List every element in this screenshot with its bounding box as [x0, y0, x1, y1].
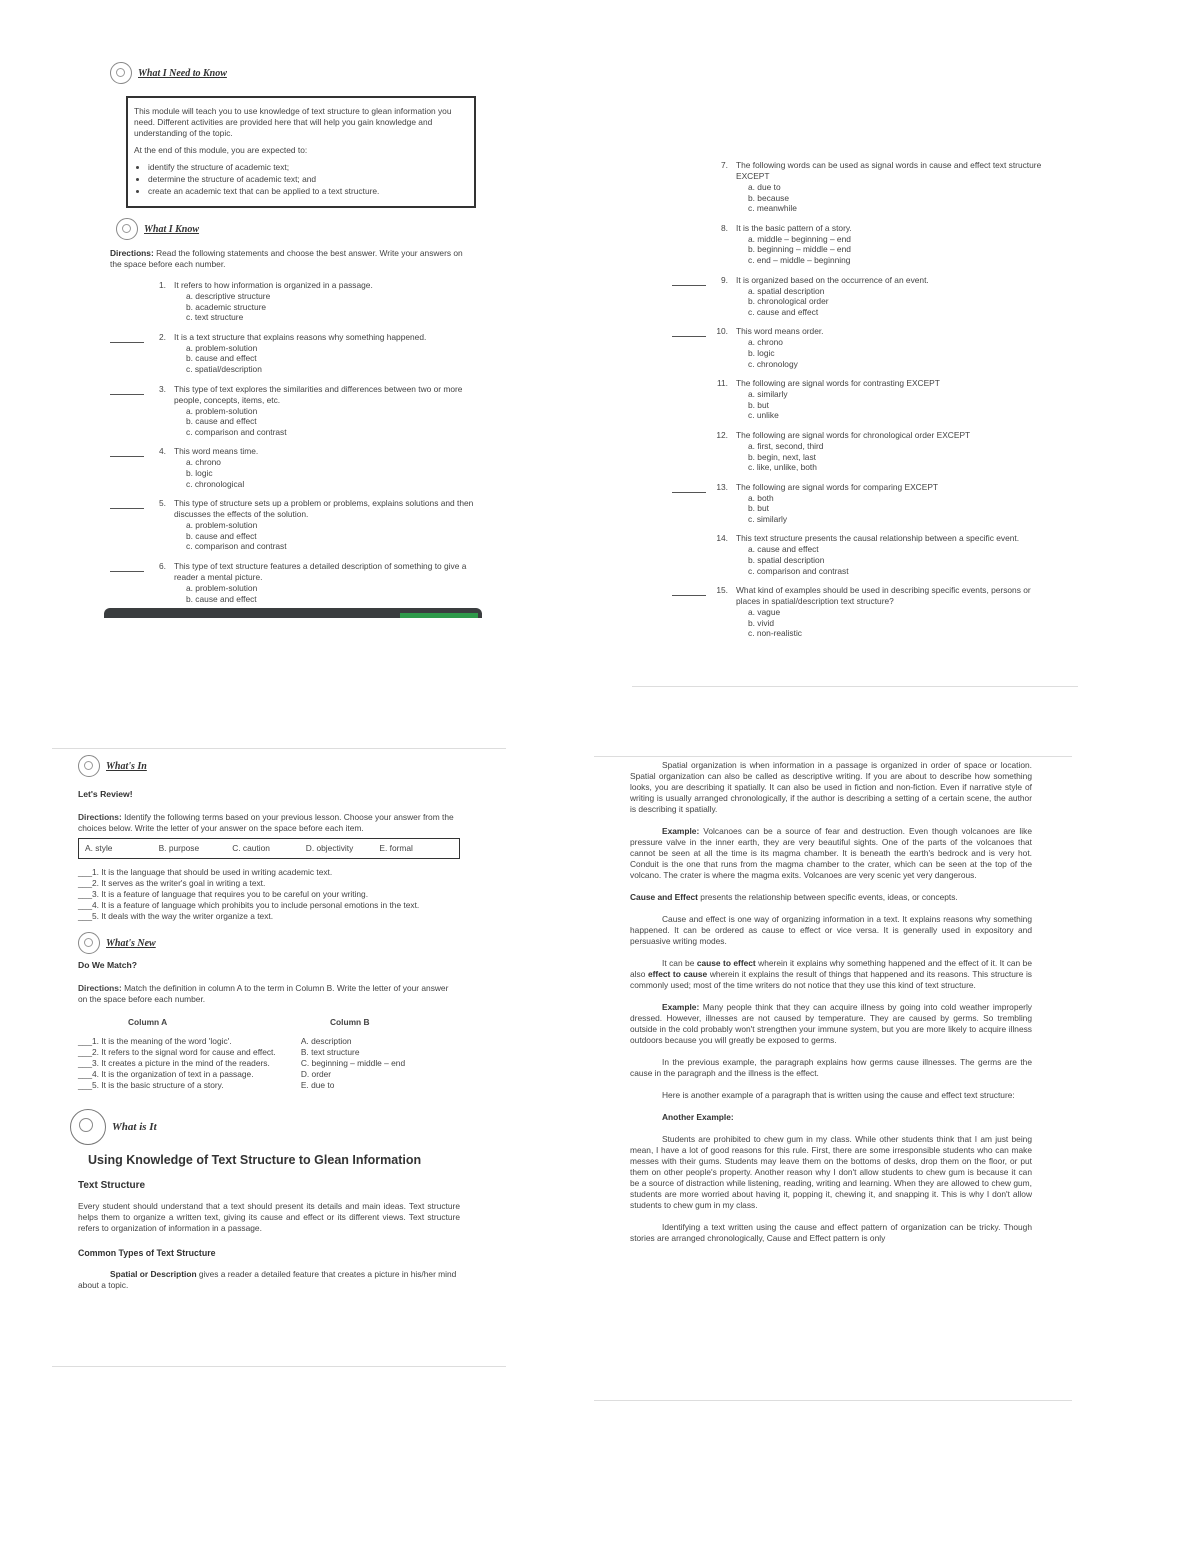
answer-blank[interactable]	[672, 482, 706, 493]
question-item	[672, 585, 1044, 639]
answer-spacer	[672, 533, 710, 576]
directions	[78, 812, 460, 834]
text-structure-body: Every student should understand that a text should present its details and main ideas. Text structure helps them to organize a written text, giving its cause and effect or its different views. Text structure refers to organization of information in a passage.	[78, 1201, 460, 1233]
answer-option: a. middle – beginning – end	[748, 233, 851, 244]
question-number: 13.	[716, 481, 728, 492]
gum-paragraph: Students are prohibited to chew gum in my class. While other students think that I am just being mean, I have a lot of good reasons for this rule. First, there are some irresponsible students who can make messes with their gums. Students may leave them on the bottoms of desks, drop them on the floor, or put them on other people's property. Another reason why I don't allow students to chew gum is because it can be a source of distraction while listening, reading, writing and learning. When they are allowed to chew gum, students are more worried about having it, popping it, chewing it, and snapping it. This is why I don't allow students to chew gum in my class.	[630, 1134, 1032, 1210]
answer-option: a. chrono	[748, 337, 783, 348]
objectives-list	[134, 162, 468, 197]
page-what-i-know-continued	[672, 160, 1044, 648]
magnifier-icon	[110, 62, 132, 84]
question-number: 15.	[716, 585, 728, 596]
answer-option: c. text structure	[186, 312, 244, 323]
directions-label: Directions:	[78, 812, 122, 822]
answer-option: b. cause and effect	[186, 530, 257, 541]
answer-spacer	[672, 430, 710, 473]
question-body	[736, 430, 1044, 473]
example-label: Example:	[662, 1002, 700, 1012]
question-item	[672, 378, 1044, 421]
question-text: The following words can be used as signal words in cause and effect text structure EXCEPT	[736, 160, 1042, 181]
answer-option: b. cause and effect	[186, 353, 257, 364]
directions	[78, 983, 460, 1005]
answer-blank[interactable]	[672, 326, 706, 337]
question-body	[736, 378, 1044, 421]
magnifier-icon	[70, 1109, 106, 1145]
question-body	[736, 326, 1044, 369]
answer-option: c. spatial/description	[186, 363, 262, 374]
section-header-what-is-it	[70, 1109, 460, 1145]
question-number: 14.	[716, 533, 728, 544]
objective-item: • create an academic text that can be applied to a text structure.	[148, 186, 468, 197]
column-b-label: Column B	[330, 1017, 370, 1027]
term-label: Spatial or Description	[110, 1269, 197, 1279]
header-text: What I Know	[144, 223, 200, 235]
answer-option: c. chronology	[748, 358, 798, 369]
page-divider	[632, 686, 1078, 687]
question-number: 8.	[721, 222, 728, 233]
answer-option: a. similarly	[748, 389, 788, 400]
question-number: 4.	[159, 446, 166, 457]
header-text: What I Need to Know	[138, 67, 227, 79]
answer-option: a. spatial description	[748, 285, 825, 296]
magnifier-icon	[78, 932, 100, 954]
answer-blank[interactable]	[110, 561, 144, 572]
question-item	[672, 326, 1044, 369]
question-item	[672, 160, 1044, 214]
question-item	[110, 280, 476, 323]
directions-text: Read the following statements and choose the best answer. Write your answers on the space before each number.	[110, 248, 463, 269]
objective-item: • determine the structure of academic text; and	[148, 174, 468, 185]
question-item	[672, 430, 1044, 473]
answer-option: b. logic	[186, 467, 213, 478]
question-text: This text structure presents the causal relationship between a specific event.	[736, 533, 1020, 544]
review-item: ___3. It is a feature of language that requires you to be careful on your writing.	[78, 889, 369, 899]
common-types-heading: Common Types of Text Structure	[78, 1248, 216, 1258]
choice: B. purpose	[158, 843, 200, 853]
question-item	[672, 533, 1044, 576]
answer-blank[interactable]	[672, 585, 706, 596]
column-a-label: Column A	[128, 1017, 168, 1027]
question-text: It refers to how information is organized in a passage.	[174, 280, 373, 290]
section-header-what-i-know	[116, 218, 476, 240]
match-row: ___3. It creates a picture in the mind of the readers. C. beginning – middle – end	[78, 1058, 406, 1068]
question-item	[110, 446, 476, 489]
directions-text: Match the definition in column A to the term in Column B. Write the letter of your answer on the space before each number.	[78, 983, 449, 1004]
question-number: 10.	[716, 326, 728, 337]
example-label: Example:	[662, 826, 700, 836]
question-text: The following are signal words for contrasting EXCEPT	[736, 378, 940, 389]
answer-option: b. logic	[748, 347, 775, 358]
match-row: ___4. It is the organization of text in a passage. D. order	[78, 1069, 332, 1079]
term-text: gives a reader a detailed feature that creates a picture in his/her mind about a topic.	[78, 1269, 457, 1290]
choice: D. objectivity	[305, 843, 354, 853]
previous-example-paragraph: In the previous example, the paragraph explains how germs cause illnesses. The germs are the cause in the paragraph and the illness is the effect.	[630, 1057, 1032, 1078]
match-row: ___1. It is the meaning of the word 'logic'. A. description	[78, 1036, 352, 1046]
answer-option: b. cause and effect	[186, 593, 257, 604]
answer-option: a. both	[748, 492, 774, 503]
question-list	[110, 280, 476, 604]
example-text: Volcanoes can be a source of fear and destruction. Even though volcanoes are like pressure valve in the inner earth, they are very beautiful sights. One of the parts of the volcanoes that cannot be seen at all the time is its magma chamber. It is beneath the earth's bedrock and is very hot. Conduit is the one that runs from the magma chamber to the crater, which can be seen at the top of the volcano. The crater is where the magma exits. Volcanoes are very scenic yet very dangerous.	[630, 826, 1032, 880]
answer-blank[interactable]	[672, 275, 706, 286]
answer-option: a. descriptive structure	[186, 291, 271, 301]
spatial-description-body	[78, 1269, 460, 1291]
page-what-i-need-to-know	[110, 62, 476, 613]
answer-option: c. comparison and contrast	[186, 426, 287, 437]
answer-option: b. vivid	[748, 617, 775, 628]
another-example-intro: Here is another example of a paragraph that is written using the cause and effect text structure:	[662, 1090, 1015, 1100]
directions	[110, 248, 476, 270]
another-example-label: Another Example:	[662, 1112, 734, 1122]
question-body	[736, 275, 1044, 318]
section-header-whats-in	[78, 755, 460, 777]
match-columns-header	[78, 1017, 460, 1028]
answer-option: c. unlike	[748, 410, 779, 421]
answer-option: c. similarly	[748, 513, 788, 524]
intro-text: This module will teach you to use knowledge of text structure to glean information you need. Different activities are provided here that will help you gain knowledge and understanding of the topic.	[134, 106, 452, 138]
directions-label: Directions:	[110, 248, 154, 258]
review-items	[78, 867, 460, 922]
review-title: Let's Review!	[78, 789, 133, 799]
choices-box	[78, 838, 460, 859]
answer-spacer	[672, 160, 710, 214]
answer-option: b. because	[748, 192, 789, 203]
page-divider	[52, 1366, 506, 1367]
identifying-paragraph: Identifying a text written using the cause and effect pattern of organization can be tricky. Though stories are arranged chronologically, Cause and Effect pattern is only	[630, 1222, 1032, 1243]
question-text: This type of text structure features a detailed description of something to give a reader a mental picture.	[174, 560, 467, 582]
question-text: The following are signal words for comparing EXCEPT	[736, 481, 939, 492]
answer-option: c. comparison and contrast	[186, 541, 287, 552]
question-list	[672, 160, 1044, 639]
match-table	[78, 1036, 460, 1091]
match-title: Do We Match?	[78, 960, 138, 970]
directions-label: Directions:	[78, 983, 122, 993]
question-body	[736, 585, 1044, 639]
progress-indicator	[400, 613, 478, 618]
question-number: 11.	[716, 378, 728, 389]
question-number: 1.	[159, 280, 166, 290]
answer-option: c. chronological	[186, 478, 245, 489]
answer-spacer	[110, 280, 148, 323]
spatial-paragraph: Spatial organization is when information in a passage is organized in order of space or location. Spatial organization can also be called as descriptive writing. If you are about to describe how something looks, you are describing it spatially. It can also be used in fiction and non-fiction. Even if narrative style of writing is usually arranged chronologically, if the author is describing a setting of a certain scene, the author is describing it spatially.	[630, 760, 1032, 814]
question-text: This word means order.	[736, 326, 824, 337]
term-text: presents the relationship between specific events, ideas, or concepts.	[700, 892, 958, 902]
section-header-what-i-need-to-know	[110, 62, 476, 84]
question-text: What kind of examples should be used in describing specific events, persons or places in spatial/description text structure?	[736, 585, 1031, 607]
choice: C. caution	[232, 843, 270, 853]
question-text: It is the basic pattern of a story.	[736, 222, 852, 233]
answer-option: a. due to	[748, 182, 781, 192]
text-structure-heading: Text Structure	[78, 1180, 146, 1191]
choice: A. style	[85, 843, 113, 853]
section-header-whats-new	[78, 932, 460, 954]
answer-blank[interactable]	[110, 332, 144, 343]
answer-option: c. comparison and contrast	[748, 565, 849, 576]
cause-effect-intro	[630, 892, 1032, 903]
question-body	[174, 384, 476, 438]
page-whats-in	[78, 755, 460, 1291]
question-item	[672, 482, 1044, 525]
answer-option: a. chrono	[186, 457, 221, 468]
question-number: 5.	[159, 498, 166, 509]
question-number: 7.	[721, 160, 728, 170]
answer-option: c. non-realistic	[748, 628, 802, 639]
answer-option: b. chronological order	[748, 296, 829, 307]
lesson-title: Using Knowledge of Text Structure to Glean Information	[88, 1153, 422, 1167]
review-item: ___4. It is a feature of language which prohibits you to include personal emotions in the text.	[78, 900, 420, 910]
page-divider	[594, 1400, 1072, 1401]
answer-option: a. vague	[748, 607, 781, 618]
answer-option: b. begin, next, last	[748, 451, 816, 462]
spatial-example	[630, 826, 1032, 881]
question-body	[174, 280, 476, 323]
header-text: What's In	[106, 760, 147, 772]
question-item	[110, 498, 476, 552]
question-text: It is organized based on the occurrence of an event.	[736, 274, 929, 285]
answer-option: c. like, unlike, both	[748, 462, 817, 473]
question-body	[174, 561, 476, 604]
question-text: This type of structure sets up a problem or problems, explains solutions and then discusses the effects of the solution.	[174, 498, 474, 520]
page-text-structure-continued	[630, 760, 1032, 1255]
answer-blank[interactable]	[110, 498, 144, 509]
answer-option: c. cause and effect	[748, 306, 819, 317]
question-body	[174, 498, 476, 552]
answer-option: c. end – middle – beginning	[748, 254, 851, 265]
review-item: ___2. It serves as the writer's goal in writing a text.	[78, 878, 266, 888]
match-row: ___2. It refers to the signal word for cause and effect. B. text structure	[78, 1047, 360, 1057]
objectives-box	[126, 96, 476, 208]
question-item	[672, 275, 1044, 318]
question-body	[736, 533, 1044, 576]
answer-option: b. cause and effect	[186, 416, 257, 427]
question-item	[110, 384, 476, 438]
answer-option: b. academic structure	[186, 301, 267, 312]
example-text: Many people think that they can acquire illness by going into cold weather improperly dressed. However, illnesses are not caused by temperature. They are caused by germs. So trembling outside in the cold probably won't strengthen your immune system, but you are more likely to acquire illness outdoors because you will greatly be exposed to germs.	[630, 1002, 1032, 1045]
answer-option: b. but	[748, 399, 769, 410]
expect-text: At the end of this module, you are expected to:	[134, 145, 308, 155]
answer-option: a. problem-solution	[186, 520, 258, 531]
question-item	[110, 332, 476, 375]
question-number: 2.	[159, 331, 166, 342]
answer-option: a. cause and effect	[748, 544, 819, 555]
magnifier-icon	[78, 755, 100, 777]
question-body	[174, 446, 476, 489]
question-text: This type of text explores the similarities and differences between two or more people, concepts, items, etc.	[174, 383, 463, 405]
question-item	[110, 561, 476, 604]
answer-spacer	[672, 378, 710, 421]
answer-option: a. first, second, third	[748, 440, 824, 451]
question-text: It is a text structure that explains reasons why something happened.	[174, 331, 427, 342]
review-item: ___5. It deals with the way the writer organize a text.	[78, 911, 274, 921]
cause-effect-example	[630, 1002, 1032, 1046]
question-number: 3.	[159, 383, 166, 394]
question-number: 6.	[159, 560, 166, 571]
header-text: What's New	[106, 937, 156, 949]
objective-item: • identify the structure of academic text;	[148, 162, 468, 173]
directions-text: Identify the following terms based on your previous lesson. Choose your answer from the choices below. Write the letter of your answer on the space before each item.	[78, 812, 454, 833]
answer-blank[interactable]	[110, 446, 144, 457]
answer-option: b. beginning – middle – end	[748, 244, 851, 255]
magnifier-icon	[116, 218, 138, 240]
answer-option: a. problem-solution	[186, 582, 258, 593]
answer-spacer	[672, 223, 710, 266]
question-number: 9.	[721, 274, 728, 285]
page-divider	[52, 748, 506, 749]
question-text: This word means time.	[174, 446, 259, 457]
question-body	[736, 160, 1044, 214]
question-item	[672, 223, 1044, 266]
question-text: The following are signal words for chronological order EXCEPT	[736, 429, 971, 440]
review-item: ___1. It is the language that should be used in writing academic text.	[78, 867, 333, 877]
question-body	[736, 223, 1044, 266]
page-divider	[594, 756, 1072, 757]
match-row: ___5. It is the basic structure of a story. E. due to	[78, 1080, 335, 1090]
header-text: What is It	[112, 1120, 157, 1133]
answer-blank[interactable]	[110, 384, 144, 395]
cause-effect-paragraph: Cause and effect is one way of organizing information in a text. It explains reasons why something happened. It can be ordered as cause to effect or vice versa. It is generally used in expository and persuasive writing modes.	[630, 914, 1032, 946]
answer-option: b. spatial description	[748, 555, 825, 566]
answer-option: c. meanwhile	[748, 203, 797, 214]
question-number: 12.	[716, 429, 728, 440]
question-body	[736, 482, 1044, 525]
answer-option: a. problem-solution	[186, 342, 258, 353]
question-body	[174, 332, 476, 375]
answer-option: a. problem-solution	[186, 405, 258, 416]
term-label: Cause and Effect	[630, 892, 698, 902]
answer-option: b. but	[748, 503, 769, 514]
choice: E. formal	[379, 843, 413, 853]
cause-effect-order-paragraph: It can be cause to effect wherein it explains why something happened and the effect of it. It can be also effect to cause wherein it explains the result of things that happened and its reasons. This structure is commonly used; most of the time writers do not notice that they use this kind of text structure.	[630, 958, 1032, 990]
